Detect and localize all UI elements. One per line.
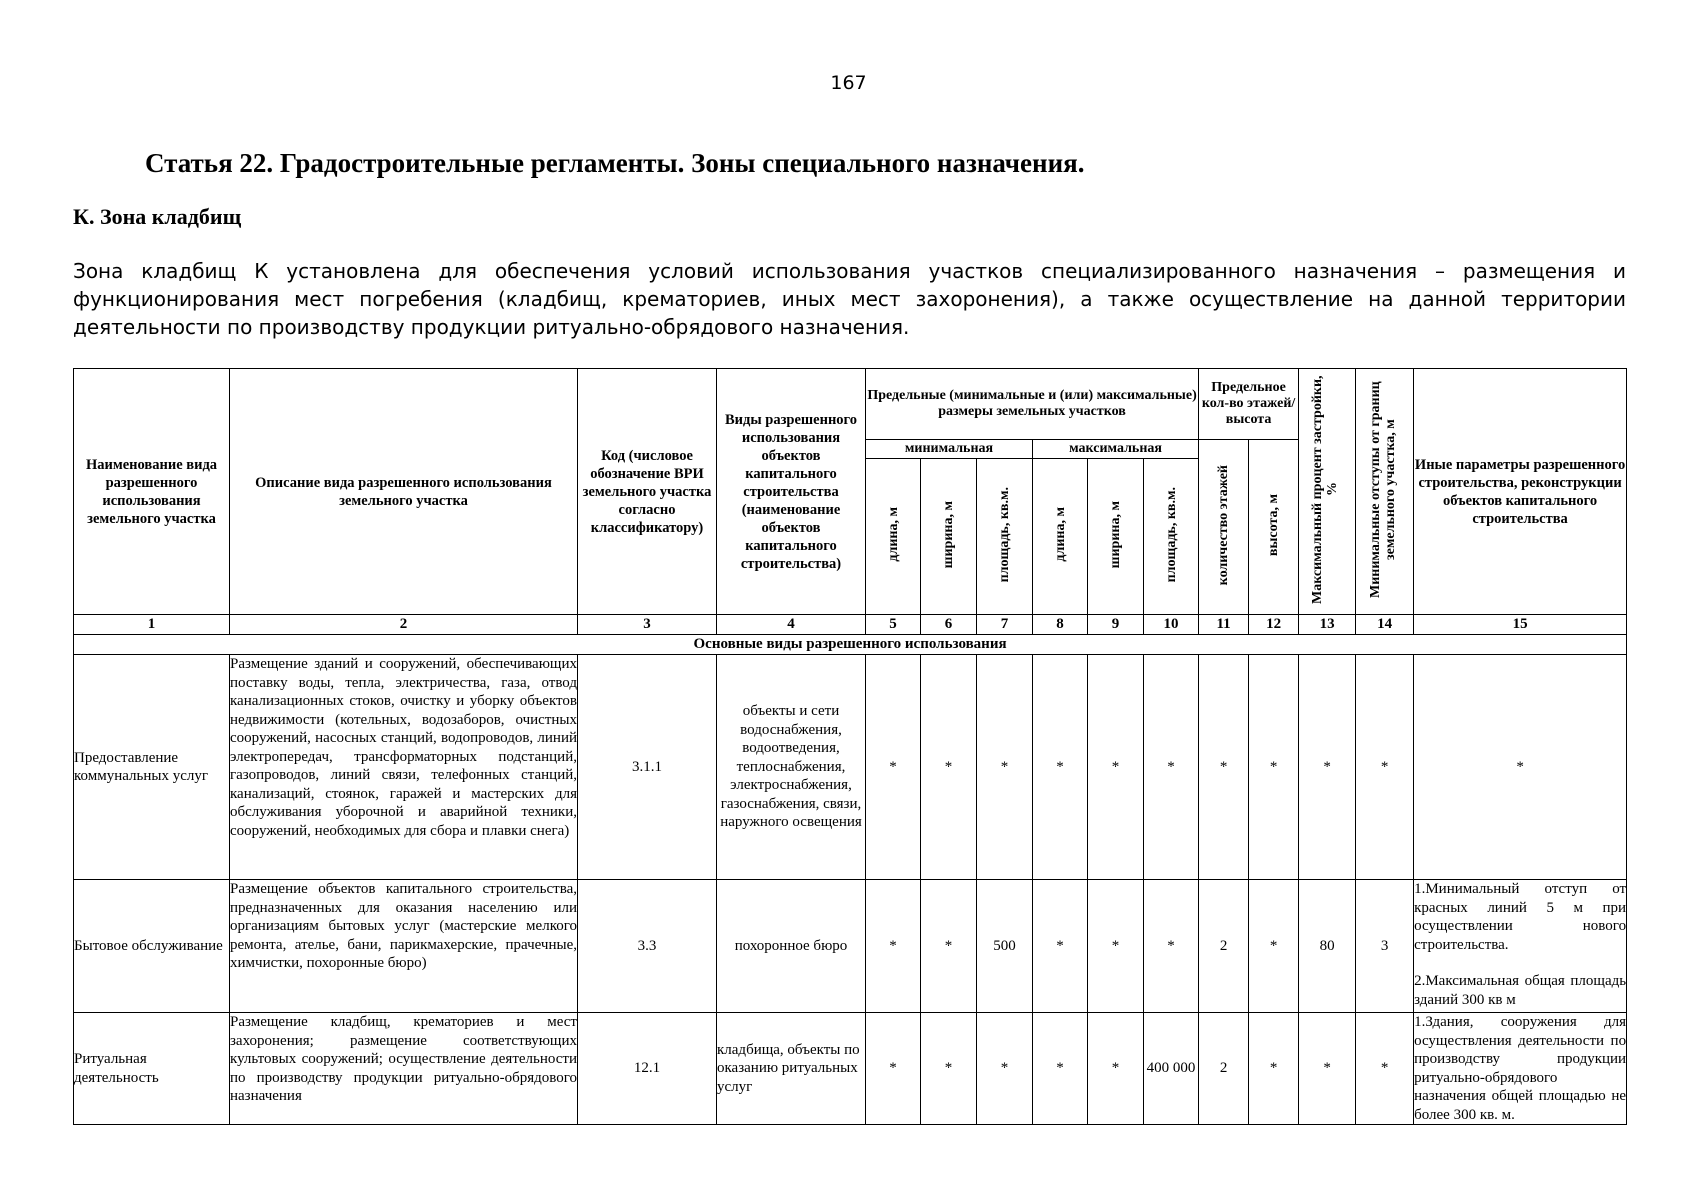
header-max-width-text: ширина, м	[1108, 500, 1123, 569]
row-value: *	[1299, 1013, 1356, 1125]
row-value: *	[977, 1013, 1033, 1125]
col-number: 9	[1088, 615, 1144, 635]
header-max-area	[1144, 459, 1199, 615]
regulations-table	[73, 368, 1627, 1125]
row-value: *	[921, 655, 977, 880]
col-number: 7	[977, 615, 1033, 635]
header-min-width-text: ширина, м	[941, 500, 956, 569]
header-floors-group: Предельное кол-во этажей/ высота	[1199, 369, 1299, 440]
col-number: 8	[1033, 615, 1088, 635]
row-value: *	[1249, 655, 1299, 880]
header-floors	[1199, 440, 1249, 615]
row-value: *	[1088, 880, 1144, 1013]
row-other-item: 1.Минимальный отступ от красных линий 5 м при осуществлении нового строительства.	[1414, 881, 1627, 953]
row-value: *	[1033, 655, 1088, 880]
intro-paragraph: Зона кладбищ К установлена для обеспечения условий использования участков специализированного назначения – размещения и функционирования мест погребения (кладбищ, крематориев, иных мест захоронения), а также осуществление на данной территории деятельности по производству продукции ритуально-обрядового назначения.	[73, 259, 1626, 339]
header-max-length	[1033, 459, 1088, 615]
header-height-text: высота, м	[1266, 493, 1282, 557]
row-value: *	[866, 655, 921, 880]
row-value: 80	[1299, 880, 1356, 1013]
table-row	[74, 1013, 1627, 1125]
row-other	[1414, 880, 1627, 1013]
row-other: 1.Здания, сооружения для осуществления деятельности по производству продукции ритуально-обрядового назначения общей площадью не более 300 кв. м.	[1414, 1014, 1627, 1123]
header-coverage	[1299, 369, 1356, 615]
header-setbacks-text: Минимальные отступы от границ земельного участка, м	[1367, 381, 1398, 598]
row-code: 12.1	[578, 1013, 717, 1125]
header-floors-text: количество этажей	[1216, 464, 1232, 586]
row-other-item: 2.Максимальная общая площадь зданий 300 кв м	[1414, 973, 1627, 1008]
row-value: *	[1088, 655, 1144, 880]
row-value: *	[1249, 1013, 1299, 1125]
col-number: 5	[866, 615, 921, 635]
header-min-area	[977, 459, 1033, 615]
row-value: 2	[1199, 1013, 1249, 1125]
row-objects: похоронное бюро	[717, 880, 866, 1013]
article-title: Статья 22. Градостроительные регламенты. Зоны специального назначения.	[145, 148, 1085, 178]
row-description: Размещение объектов капитального строительства, предназначенных для оказания населению или организациям бытовых услуг (мастерские мелкого ремонта, ателье, бани, парикмахерские, прачечные, химчистки, похоронные бюро)	[230, 880, 578, 1013]
header-coverage-text: Максимальный процент застройки, %	[1310, 375, 1341, 604]
row-value: 400 000	[1144, 1013, 1199, 1125]
section-title: Основные виды разрешенного использования	[74, 635, 1627, 655]
header-objects: Виды разрешенного использования объектов капитального строительства (наименование объектов капитального строительства)	[717, 369, 866, 615]
header-min-length-text: длина, м	[885, 507, 901, 562]
header-setbacks	[1356, 369, 1414, 615]
header-min-length	[866, 459, 921, 615]
row-value: *	[1356, 655, 1414, 880]
row-value: *	[1033, 1013, 1088, 1125]
column-numbers-row	[74, 615, 1627, 635]
header-min: минимальная	[866, 440, 1033, 459]
row-value: *	[1199, 655, 1249, 880]
row-value: *	[1144, 880, 1199, 1013]
col-number: 15	[1414, 615, 1627, 635]
row-value: 3	[1356, 880, 1414, 1013]
header-min-area-text: площадь, кв.м.	[997, 486, 1012, 583]
table-row	[74, 655, 1627, 880]
section-row	[74, 635, 1627, 655]
row-value: 500	[977, 880, 1033, 1013]
page-number: 167	[830, 72, 867, 94]
row-description: Размещение зданий и сооружений, обеспечивающих поставку воды, тепла, электричества, газа, отвод канализационных стоков, очистку и уборку объектов недвижимости (котельных, водозаборов, очистных сооружений, насосных станций, водопроводов, линий электропередач, трансформаторных подстанций, газопроводов, линий связи, телефонных станций, канализаций, стоянок, гаражей и мастерских для обслуживания уборочной и аварийной техники, сооружений, необходимых для сбора и плавки снега)	[230, 655, 578, 880]
row-value: *	[1249, 880, 1299, 1013]
row-value: *	[921, 1013, 977, 1125]
row-value: *	[1299, 655, 1356, 880]
row-other: *	[1414, 655, 1627, 880]
header-description: Описание вида разрешенного использования земельного участка	[230, 369, 578, 615]
row-name: Бытовое обслуживание	[74, 880, 230, 1013]
row-value: *	[1033, 880, 1088, 1013]
col-number: 10	[1144, 615, 1199, 635]
header-height	[1249, 440, 1299, 615]
col-number: 1	[74, 615, 230, 635]
header-limits: Предельные (минимальные и (или) максимальные) размеры земельных участков	[866, 369, 1199, 440]
zone-heading: К. Зона кладбищ	[73, 204, 242, 229]
header-max-width	[1088, 459, 1144, 615]
header-max: максимальная	[1033, 440, 1199, 459]
row-objects: объекты и сети водоснабжения, водоотведения, теплоснабжения, электроснабжения, газоснабжения, связи, наружного освещения	[717, 655, 866, 880]
row-value: *	[977, 655, 1033, 880]
row-value: *	[1356, 1013, 1414, 1125]
row-value: *	[921, 880, 977, 1013]
col-number: 3	[578, 615, 717, 635]
row-code: 3.1.1	[578, 655, 717, 880]
col-number: 12	[1249, 615, 1299, 635]
col-number: 11	[1199, 615, 1249, 635]
col-number: 6	[921, 615, 977, 635]
row-value: *	[866, 1013, 921, 1125]
col-number: 4	[717, 615, 866, 635]
row-value: *	[1088, 1013, 1144, 1125]
header-code: Код (числовое обозначение ВРИ земельного участка согласно классификатору)	[578, 369, 717, 615]
row-value: *	[866, 880, 921, 1013]
header-row-1	[74, 369, 1627, 440]
row-name: Предоставление коммунальных услуг	[74, 655, 230, 880]
row-description: Размещение кладбищ, крематориев и мест захоронения; размещение соответствующих культовых сооружений; осуществление деятельности по производству продукции ритуально-обрядового назначения	[230, 1013, 578, 1125]
header-max-area-text: площадь, кв.м.	[1163, 486, 1179, 583]
row-value: 2	[1199, 880, 1249, 1013]
header-min-width	[921, 459, 977, 615]
table-row	[74, 880, 1627, 1013]
row-code: 3.3	[578, 880, 717, 1013]
col-number: 2	[230, 615, 578, 635]
row-name: Ритуальная деятельность	[74, 1013, 230, 1125]
col-number: 14	[1356, 615, 1414, 635]
row-value: *	[1144, 655, 1199, 880]
col-number: 13	[1299, 615, 1356, 635]
header-name: Наименование вида разрешенного использования земельного участка	[74, 369, 230, 615]
header-other: Иные параметры разрешенного строительства, реконструкции объектов капитального строительства	[1414, 369, 1627, 615]
row-objects: кладбища, объекты по оказанию ритуальных услуг	[717, 1013, 866, 1125]
header-max-length-text: длина, м	[1052, 507, 1068, 562]
